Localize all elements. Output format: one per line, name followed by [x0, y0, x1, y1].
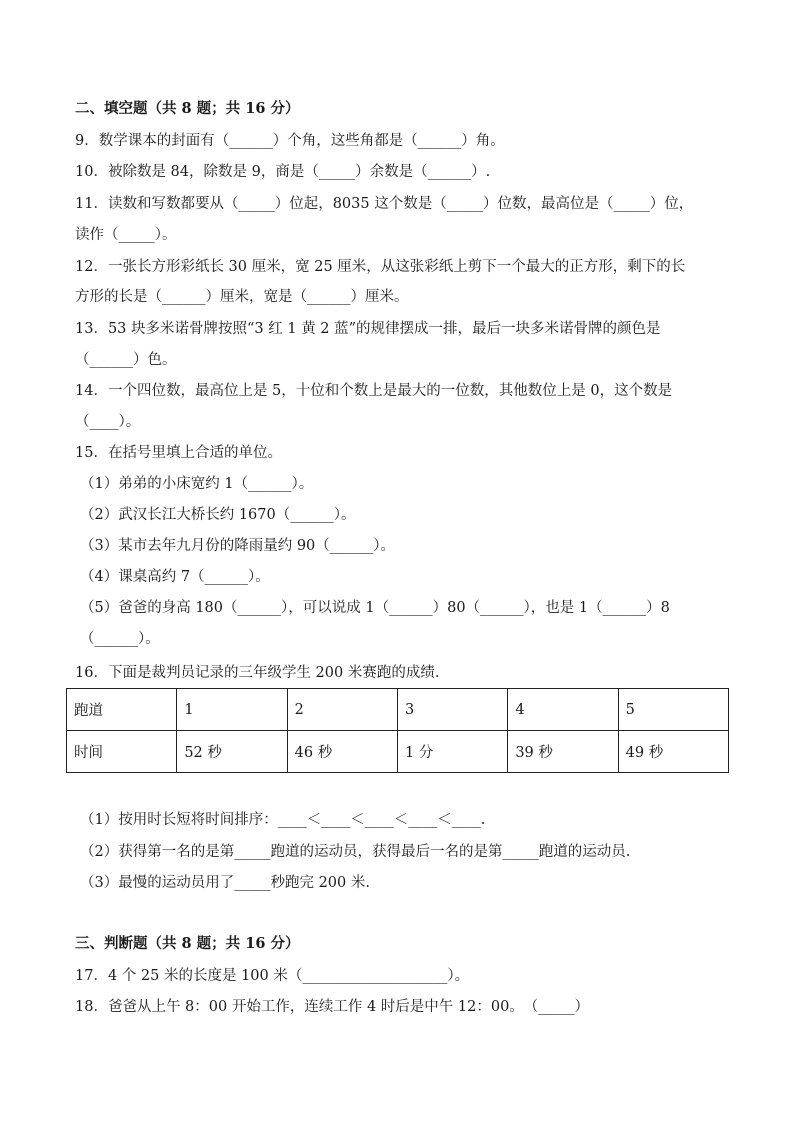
- question-16-part-3: （3）最慢的运动员用了_____秒跑完 200 米.: [80, 875, 370, 891]
- question-9: 9．数学课本的封面有（______）个角，这些角都是（______）角。: [75, 133, 505, 149]
- race-results-table: [66, 688, 729, 773]
- table-cell: 跑道: [67, 689, 177, 731]
- section-3-heading: 三、判断题（共 8 题；共 16 分）: [75, 935, 300, 952]
- table-cell: 3: [397, 689, 507, 731]
- table-cell: 39 秒: [508, 731, 618, 773]
- question-16-part-2: （2）获得第一名的是第_____跑道的运动员，获得最后一名的是第_____跑道的运动员.: [80, 844, 631, 860]
- question-11-line-1: 11．读数和写数都要从（_____）位起，8035 这个数是（_____）位数，最高位是（_____）位，: [75, 196, 694, 212]
- table-cell: 46 秒: [287, 731, 397, 773]
- question-13-line-2: （______）色。: [75, 352, 177, 368]
- question-15-part-5-line-1: （5）爸爸的身高 180（______），可以说成 1（______）80（______），也是 1（______）8: [80, 600, 670, 616]
- question-15-part-2: （2）武汉长江大桥长约 1670（______）。: [80, 507, 356, 523]
- question-17: 17．4 个 25 米的长度是 100 米（____________________）。: [75, 968, 470, 984]
- table-cell: 时间: [67, 731, 177, 773]
- question-15-part-5-line-2: （______）。: [80, 631, 160, 647]
- table-cell: 5: [618, 689, 728, 731]
- question-15: 15．在括号里填上合适的单位。: [75, 445, 282, 461]
- question-10: 10．被除数是 84，除数是 9，商是（_____）余数是（______）.: [75, 164, 491, 180]
- table-cell: 49 秒: [618, 731, 728, 773]
- question-11-line-2: 读作（_____）。: [75, 227, 177, 243]
- section-2-heading: 二、填空题（共 8 题；共 16 分）: [75, 100, 300, 117]
- question-18: 18．爸爸从上午 8：00 开始工作，连续工作 4 时后是中午 12：00。 （_____）: [75, 999, 590, 1015]
- table-cell: 1 分: [397, 731, 507, 773]
- question-16: 16．下面是裁判员记录的三年级学生 200 米赛跑的成绩.: [75, 665, 440, 681]
- question-15-part-4: （4）课桌高约 7（______）。: [80, 569, 270, 585]
- table-cell: 52 秒: [177, 731, 287, 773]
- table-cell: 4: [508, 689, 618, 731]
- table-row: [67, 689, 729, 731]
- table-cell: 2: [287, 689, 397, 731]
- question-16-part-1: （1）按用时长短将时间排序：____＜____＜____＜____＜____.: [80, 812, 486, 828]
- question-13-line-1: 13．53 块多米诺骨牌按照“3 红 1 黄 2 蓝”的规律摆成一排，最后一块多米诺骨牌的颜色是: [75, 321, 661, 337]
- question-14-line-2: （____）。: [75, 414, 141, 430]
- question-15-part-3: （3）某市去年九月份的降雨量约 90（______）。: [80, 538, 396, 554]
- table-row: [67, 731, 729, 773]
- table-cell: 1: [177, 689, 287, 731]
- question-12-line-1: 12．一张长方形彩纸长 30 厘米，宽 25 厘米，从这张彩纸上剪下一个最大的正方形，剩下的长: [75, 259, 686, 275]
- question-14-line-1: 14．一个四位数，最高位上是 5，十位和个数上是最大的一位数，其他数位上是 0，这个数是: [75, 383, 673, 399]
- question-15-part-1: （1）弟弟的小床宽约 1（______）。: [80, 476, 314, 492]
- question-12-line-2: 方形的长是（______）厘米，宽是（______）厘米。: [75, 289, 409, 305]
